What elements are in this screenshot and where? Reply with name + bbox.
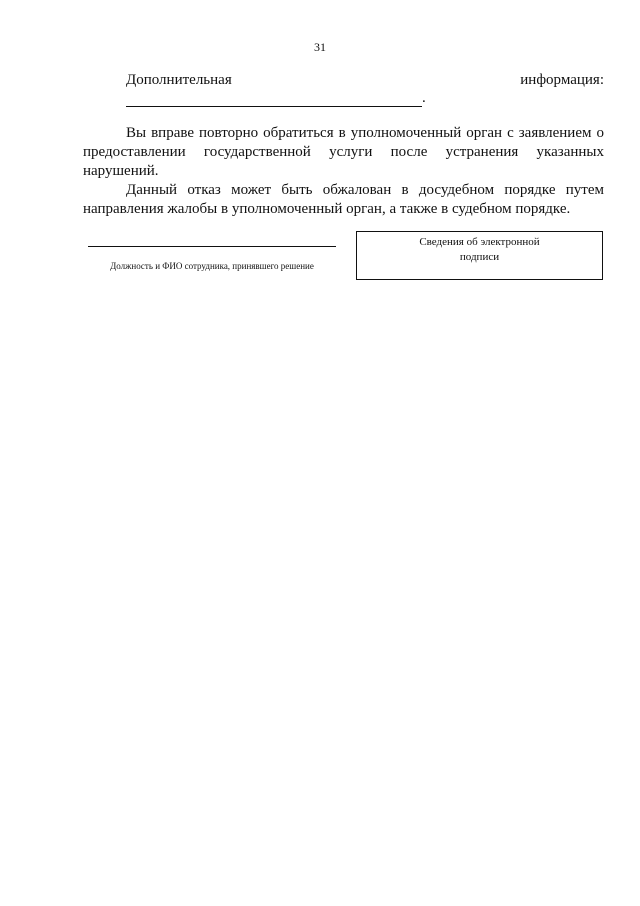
- page-number: 31: [314, 40, 326, 54]
- additional-info-label-colon: информация:: [520, 72, 604, 88]
- additional-info-label: Дополнительная: [126, 72, 232, 88]
- additional-info-row: [126, 72, 604, 89]
- official-position-caption: Должность и ФИО сотрудника, принявшего решение: [110, 261, 314, 271]
- signature-underline: [88, 236, 336, 247]
- paragraph-appeal: Данный отказ может быть обжалован в досудебном порядке путем направления жалобы в уполномоченный орган, а также в судебном порядке.: [83, 182, 604, 217]
- paragraph-reapply: Вы вправе повторно обратиться в уполномоченный орган с заявлением о предоставлении государственной услуги после устранения указанных нарушений.: [83, 125, 604, 179]
- blank-line-period: .: [422, 90, 426, 106]
- additional-info-blank-line: [126, 90, 426, 107]
- blank-underline: [126, 92, 422, 107]
- electronic-signature-box: Сведения об электронной подписи: [356, 231, 603, 280]
- official-signature-block: [88, 236, 336, 271]
